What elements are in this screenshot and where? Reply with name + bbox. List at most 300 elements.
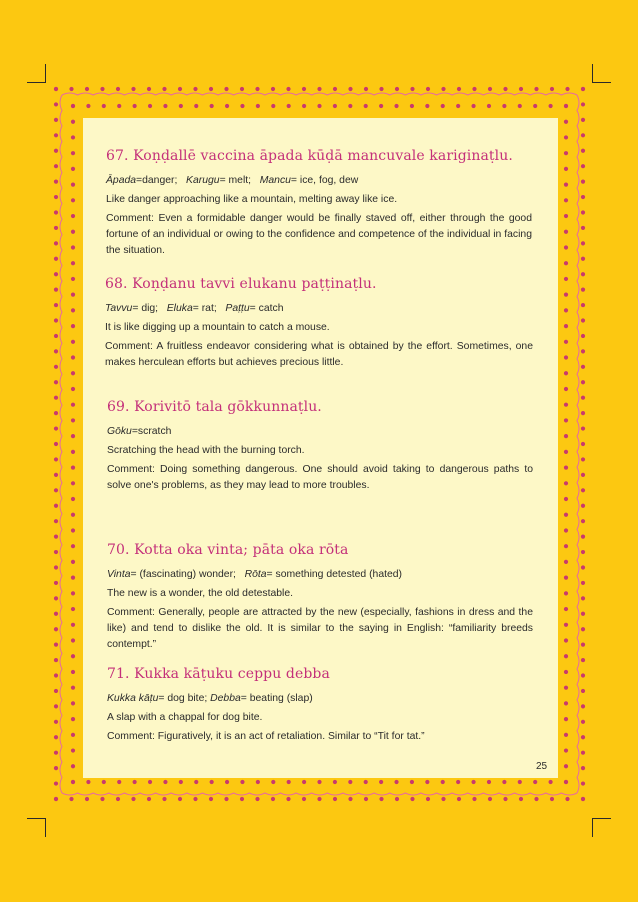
border-dot: [71, 135, 75, 139]
border-dot: [581, 288, 585, 292]
border-dot: [426, 797, 430, 801]
border-dot: [54, 751, 58, 755]
proverb-meaning: It is like digging up a mountain to catch a mouse.: [105, 322, 330, 333]
border-dot: [193, 797, 197, 801]
border-dot: [240, 797, 244, 801]
glossary-line: Vinta= (fascinating) wonder; Rōta= something detested (hated): [107, 569, 403, 580]
border-dot: [71, 686, 75, 690]
border-dot: [86, 104, 90, 108]
border-dot: [271, 797, 275, 801]
gloss-term: Kukka kāṭu: [107, 693, 159, 704]
border-dot: [441, 780, 445, 784]
border-dot: [564, 733, 568, 737]
border-dot: [364, 780, 368, 784]
gloss-def: dog bite;: [167, 693, 208, 704]
content-panel: [83, 118, 558, 778]
border-dot: [487, 780, 491, 784]
border-dot: [581, 349, 585, 353]
border-dot: [54, 457, 58, 461]
gloss-def: beating (slap): [249, 693, 313, 704]
border-dot: [54, 781, 58, 785]
border-dot: [317, 780, 321, 784]
border-dot: [71, 104, 75, 108]
border-dot: [581, 180, 585, 184]
border-dot: [71, 355, 75, 359]
border-dot: [581, 612, 585, 616]
border-dot: [564, 701, 568, 705]
border-dot: [379, 780, 383, 784]
border-dot: [564, 135, 568, 139]
border-dot: [472, 797, 476, 801]
border-dot: [71, 167, 75, 171]
border-dot: [550, 87, 554, 91]
border-dot: [564, 403, 568, 407]
scallop-line: [60, 95, 62, 793]
border-dot: [581, 658, 585, 662]
border-dot: [162, 87, 166, 91]
border-dot: [193, 87, 197, 91]
border-dot: [71, 748, 75, 752]
border-dot: [581, 673, 585, 677]
border-dot: [71, 497, 75, 501]
border-dot: [564, 623, 568, 627]
gloss-term: Rōta: [244, 569, 267, 580]
border-dot: [117, 780, 121, 784]
border-dot: [54, 504, 58, 508]
border-dot: [54, 180, 58, 184]
border-dot: [581, 241, 585, 245]
border-dot: [410, 780, 414, 784]
border-dot: [581, 226, 585, 230]
border-dot: [395, 87, 399, 91]
border-dot: [471, 104, 475, 108]
border-dot: [379, 797, 383, 801]
border-dot: [54, 149, 58, 153]
border-dot: [302, 87, 306, 91]
gloss-term: Debba: [210, 693, 241, 704]
border-dot: [564, 591, 568, 595]
border-dot: [581, 102, 585, 106]
border-dot: [54, 442, 58, 446]
border-dot: [71, 340, 75, 344]
border-dot: [548, 104, 552, 108]
border-dot: [131, 797, 135, 801]
border-dot: [317, 797, 321, 801]
border-dot: [581, 550, 585, 554]
page-number: 25: [536, 761, 548, 772]
gloss-term: Karugu: [186, 175, 220, 186]
border-dot: [71, 120, 75, 124]
border-dot: [225, 780, 229, 784]
border-dot: [54, 380, 58, 384]
border-dot: [179, 104, 183, 108]
border-dot: [317, 104, 321, 108]
border-dot: [71, 151, 75, 155]
border-dot: [533, 104, 537, 108]
border-dot: [564, 450, 568, 454]
border-dot: [441, 104, 445, 108]
border-dot: [54, 241, 58, 245]
border-dot: [163, 780, 167, 784]
border-dot: [333, 104, 337, 108]
border-dot: [564, 528, 568, 532]
border-dot: [317, 87, 321, 91]
border-dot: [581, 488, 585, 492]
border-dot: [54, 195, 58, 199]
border-dot: [54, 612, 58, 616]
border-dot: [581, 118, 585, 122]
gloss-def: catch: [258, 303, 284, 314]
border-dot: [240, 780, 244, 784]
gloss-term: Mancu: [259, 175, 291, 186]
border-dot: [518, 104, 522, 108]
gloss-def: scratch: [137, 426, 172, 437]
border-dot: [581, 318, 585, 322]
border-dot: [178, 87, 182, 91]
border-dot: [441, 797, 445, 801]
border-dot: [69, 87, 73, 91]
border-dot: [100, 87, 104, 91]
border-dot: [564, 513, 568, 517]
border-dot: [179, 780, 183, 784]
border-dot: [364, 87, 368, 91]
border-dot: [194, 780, 198, 784]
border-dot: [364, 797, 368, 801]
border-dot: [271, 780, 275, 784]
border-dot: [54, 102, 58, 106]
border-dot: [256, 780, 260, 784]
scallop-line: [62, 93, 577, 95]
border-dot: [564, 151, 568, 155]
border-dot: [224, 87, 228, 91]
border-dot: [564, 104, 568, 108]
border-dot: [564, 324, 568, 328]
border-dot: [564, 167, 568, 171]
gloss-def: (fascinating) wonder;: [139, 569, 236, 580]
gloss-def: ice, fog, dew: [299, 175, 359, 186]
border-dot: [54, 627, 58, 631]
border-dot: [71, 230, 75, 234]
gloss-term: Tavvu: [105, 303, 133, 314]
border-dot: [147, 87, 151, 91]
border-dot: [581, 396, 585, 400]
border-dot: [564, 198, 568, 202]
gloss-term: Gōku: [107, 426, 132, 437]
border-dot: [54, 411, 58, 415]
border-dot: [564, 686, 568, 690]
glossary-line: Tavvu= dig; Eluka= rat; Paṭṭu= catch: [105, 303, 284, 314]
border-dot: [564, 371, 568, 375]
border-dot: [394, 780, 398, 784]
border-dot: [255, 87, 259, 91]
border-dot: [503, 87, 507, 91]
border-dot: [302, 780, 306, 784]
border-dot: [54, 565, 58, 569]
border-dot: [564, 308, 568, 312]
crop-mark-bottom-left: [27, 818, 46, 837]
border-dot: [54, 735, 58, 739]
proverb-entry-68: [105, 276, 533, 374]
border-dot: [581, 473, 585, 477]
border-dot: [287, 780, 291, 784]
border-dot: [71, 576, 75, 580]
border-dot: [54, 673, 58, 677]
border-dot: [581, 303, 585, 307]
proverb-meaning: A slap with a chappal for dog bite.: [107, 712, 263, 723]
border-dot: [117, 104, 121, 108]
border-dot: [487, 104, 491, 108]
border-dot: [54, 426, 58, 430]
crop-mark-top-right: [592, 64, 611, 83]
glossary-line: Gōku=scratch: [107, 426, 172, 437]
gloss-term: Eluka: [166, 303, 193, 314]
gloss-term: Āpada: [106, 175, 137, 186]
border-dot: [488, 797, 492, 801]
border-dot: [71, 324, 75, 328]
proverb-title: 67. Koṇḍallē vaccina āpada kūḍā mancuvale kariginaṭlu.: [106, 148, 513, 164]
border-dot: [581, 581, 585, 585]
border-dot: [502, 104, 506, 108]
proverb-title: 70. Kotta oka vinta; pāta oka rōta: [107, 542, 349, 558]
border-dot: [71, 481, 75, 485]
border-dot: [581, 195, 585, 199]
border-dot: [581, 87, 585, 91]
border-dot: [564, 214, 568, 218]
border-dot: [581, 704, 585, 708]
proverb-comment: Comment: Even a formidable danger would be finally staved off, either through the good fortune of an individual or owing to the confidence and competence of the individual in facing the situation.: [106, 213, 532, 256]
border-dot: [564, 277, 568, 281]
border-dot: [472, 87, 476, 91]
border-dot: [581, 596, 585, 600]
border-dot: [518, 780, 522, 784]
border-dot: [581, 766, 585, 770]
proverb-comment: Comment: Doing something dangerous. One should avoid taking to dangerous paths to solve one's problems, as they may lead to more troubles.: [107, 464, 533, 491]
border-dot: [533, 780, 537, 784]
proverb-entry-70: [107, 542, 533, 656]
border-dot: [348, 104, 352, 108]
border-dot: [71, 183, 75, 187]
border-dot: [581, 535, 585, 539]
border-dot: [71, 277, 75, 281]
border-dot: [581, 272, 585, 276]
border-dot: [71, 701, 75, 705]
border-dot: [564, 780, 568, 784]
border-dot: [71, 418, 75, 422]
crop-mark-top-left: [27, 64, 46, 83]
border-dot: [564, 434, 568, 438]
proverb-meaning: Scratching the head with the burning torch.: [107, 445, 305, 456]
border-dot: [519, 797, 523, 801]
border-dot: [410, 797, 414, 801]
border-dot: [71, 198, 75, 202]
border-dot: [71, 371, 75, 375]
border-dot: [425, 780, 429, 784]
border-dot: [564, 654, 568, 658]
border-dot: [54, 87, 58, 91]
proverb-entry-67: [106, 148, 532, 262]
border-dot: [534, 797, 538, 801]
border-dot: [581, 164, 585, 168]
border-dot: [564, 764, 568, 768]
border-dot: [116, 797, 120, 801]
border-dot: [54, 704, 58, 708]
border-dot: [54, 396, 58, 400]
border-dot: [348, 797, 352, 801]
border-dot: [54, 210, 58, 214]
border-dot: [564, 576, 568, 580]
border-dot: [71, 387, 75, 391]
border-dot: [441, 87, 445, 91]
border-dot: [54, 550, 58, 554]
border-dot: [100, 797, 104, 801]
border-dot: [426, 87, 430, 91]
border-dot: [456, 780, 460, 784]
border-dot: [581, 627, 585, 631]
border-dot: [54, 365, 58, 369]
border-dot: [581, 735, 585, 739]
border-dot: [581, 643, 585, 647]
border-dot: [564, 481, 568, 485]
border-dot: [564, 340, 568, 344]
border-dot: [581, 149, 585, 153]
border-dot: [564, 261, 568, 265]
border-dot: [581, 457, 585, 461]
border-dot: [85, 797, 89, 801]
border-dot: [564, 293, 568, 297]
border-dot: [54, 596, 58, 600]
border-dot: [209, 87, 213, 91]
border-dot: [71, 591, 75, 595]
border-dot: [471, 780, 475, 784]
proverb-meaning: Like danger approaching like a mountain, melting away like ice.: [106, 194, 398, 205]
proverb-comment: Comment: Figuratively, it is an act of retaliation. Similar to “Tit for tat.”: [107, 731, 425, 742]
border-dot: [54, 272, 58, 276]
border-dot: [534, 87, 538, 91]
border-dot: [286, 797, 290, 801]
border-dot: [54, 535, 58, 539]
border-dot: [550, 797, 554, 801]
border-dot: [564, 418, 568, 422]
border-dot: [71, 293, 75, 297]
border-dot: [502, 780, 506, 784]
border-dot: [54, 488, 58, 492]
border-dot: [133, 780, 137, 784]
border-dot: [564, 670, 568, 674]
border-dot: [581, 781, 585, 785]
border-dot: [147, 797, 151, 801]
border-dot: [163, 104, 167, 108]
border-dot: [410, 87, 414, 91]
border-dot: [286, 87, 290, 91]
border-dot: [581, 133, 585, 137]
border-dot: [581, 751, 585, 755]
border-dot: [54, 720, 58, 724]
gloss-term: Paṭṭu: [225, 303, 250, 314]
border-dot: [565, 87, 569, 91]
border-dot: [71, 560, 75, 564]
border-dot: [116, 87, 120, 91]
border-dot: [581, 365, 585, 369]
border-dot: [379, 104, 383, 108]
border-dot: [564, 465, 568, 469]
glossary-line: Āpada=danger; Karugu= melt; Mancu= ice, fog, dew: [106, 175, 359, 186]
border-dot: [54, 334, 58, 338]
border-dot: [394, 104, 398, 108]
border-dot: [581, 565, 585, 569]
border-dot: [240, 87, 244, 91]
border-dot: [71, 544, 75, 548]
border-dot: [564, 607, 568, 611]
border-dot: [271, 104, 275, 108]
border-dot: [133, 104, 137, 108]
border-dot: [71, 261, 75, 265]
border-dot: [224, 797, 228, 801]
border-dot: [54, 257, 58, 261]
border-dot: [333, 87, 337, 91]
border-dot: [425, 104, 429, 108]
border-dot: [287, 104, 291, 108]
border-dot: [54, 288, 58, 292]
border-dot: [564, 245, 568, 249]
border-dot: [210, 780, 214, 784]
border-dot: [564, 355, 568, 359]
border-dot: [395, 797, 399, 801]
border-dot: [54, 303, 58, 307]
border-dot: [457, 87, 461, 91]
border-dot: [54, 658, 58, 662]
border-dot: [71, 717, 75, 721]
border-dot: [54, 797, 58, 801]
border-dot: [581, 380, 585, 384]
gloss-term: Vinta: [107, 569, 131, 580]
border-dot: [54, 118, 58, 122]
border-dot: [209, 797, 213, 801]
border-dot: [71, 733, 75, 737]
border-dot: [71, 528, 75, 532]
border-dot: [565, 797, 569, 801]
border-dot: [102, 104, 106, 108]
border-dot: [348, 87, 352, 91]
border-dot: [71, 245, 75, 249]
border-dot: [178, 797, 182, 801]
border-dot: [194, 104, 198, 108]
scallop-line: [62, 793, 577, 795]
border-dot: [564, 544, 568, 548]
proverb-meaning: The new is a wonder, the old detestable.: [107, 588, 293, 599]
border-dot: [581, 689, 585, 693]
border-dot: [54, 133, 58, 137]
border-dot: [333, 780, 337, 784]
gloss-def: dig;: [141, 303, 159, 314]
gloss-def: melt;: [228, 175, 252, 186]
border-dot: [71, 780, 75, 784]
border-dot: [564, 183, 568, 187]
border-dot: [488, 87, 492, 91]
border-dot: [71, 403, 75, 407]
border-dot: [581, 504, 585, 508]
border-dot: [503, 797, 507, 801]
border-dot: [148, 104, 152, 108]
border-dot: [210, 104, 214, 108]
border-dot: [410, 104, 414, 108]
border-dot: [302, 797, 306, 801]
border-dot: [131, 87, 135, 91]
proverb-title: 68. Koṇḍanu tavvi elukanu paṭṭinaṭlu.: [105, 276, 377, 292]
glossary-line: Kukka kāṭu= dog bite; Debba= beating (slap): [107, 693, 313, 704]
border-dot: [564, 120, 568, 124]
border-dot: [581, 519, 585, 523]
border-dot: [379, 87, 383, 91]
